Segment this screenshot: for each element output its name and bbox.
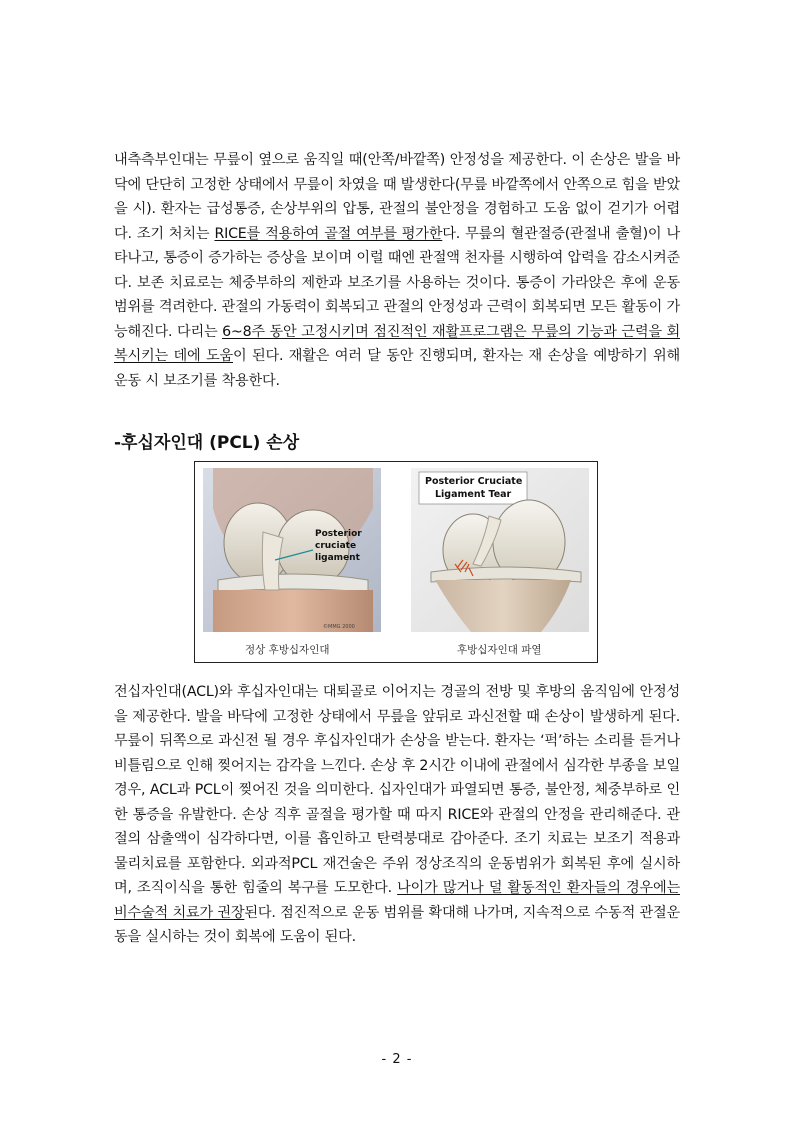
label-ligament: ligament <box>315 553 360 563</box>
knee-normal-svg <box>203 468 381 632</box>
text-segment: 다. 무릎의 혈관절증(관절내 출혈)이 나타나고, 통증이 증가하는 증상을 보이며 이럴 때엔 관절액 천자를 시행하여 압력을 감소시켜준다. 보존 치료로는 체중부하의 제한과 보조기를 사용하는 것이다. 통증이 가라앉은 후에 운동 범위를 격려한다. 관절의 가동력이 회복되고 관절의 안정성과 근력이 회복되면 모든 활동이 가능해진다. 다리는 <box>114 225 680 340</box>
paragraph-mcl <box>114 148 680 393</box>
label-posterior: Posterior <box>315 529 362 539</box>
pcl-tear-illustration <box>411 468 589 632</box>
underlined-text: 6~8주 동안 고정시키며 점진적인 재활프로그램은 무릎의 기능과 근력을 회복시키는 데에 도움 <box>114 323 680 364</box>
page-number: - 2 - <box>381 1052 413 1067</box>
text-segment: 된다. 점진적으로 운동 범위를 확대해 나가며, 지속적으로 수동적 관절운동을 실시하는 것이 회복에 도움이 된다. <box>114 904 681 945</box>
text-segment: 전십자인대(ACL)와 후십자인대는 대퇴골로 이어지는 경골의 전방 및 후방의 움직임에 안정성을 제공한다. 발을 바닥에 고정한 상태에서 무릎을 앞뒤로 과신전할 때 손상이 발생하게 된다. 무릎이 뒤쪽으로 과신전 될 경우 후십자인대가 손상을 받는다. 환자는 ‘퍽’하는 소리를 듣거나 비틀림으로 인해 찢어지는 감각을 느낀다. 손상 후 2시간 이내에 관절에서 심각한 부종을 보일 경우, ACL과 PCL이 찢어진 것을 의미한다. 십자인대가 파열되면 통증, 불안정, 체중부하로 인한 통증을 유발한다. 손상 직후 골절을 평가할 때 따지 RICE와 관절의 안정을 관리해준다. 관절의 삼출액이 심각하다면, 이를 흡인하고 탄력붕대로 감아준다. 조기 치료는 보조기 적용과 물리치료를 포함한다. 외과적PCL 재건술은 주위 정상조직의 운동범위가 회복된 후에 실시하며, 조직이식을 통한 힘줄의 복구를 도모한다. <box>114 684 680 896</box>
text-segment: 내측측부인대는 무릎이 옆으로 움직일 때(안쪽/바깥쪽) 안정성을 제공한다. 이 손상은 발을 바닥에 단단히 고정한 상태에서 무릎이 차였을 때 발생한다(무릎 바깥쪽에서 안쪽으로 힘을 받았을 시). 환자는 급성통증, 손상부위의 압통, 관절의 불안정을 경험하고 도움 없이 걷기가 어렵다. 조기 처치는 <box>114 152 680 242</box>
label-tear-line2: Ligament Tear <box>435 489 512 500</box>
paragraph-pcl <box>114 680 680 950</box>
section-heading-pcl: -후십자인대 (PCL) 손상 <box>114 433 300 453</box>
text-segment: 이 된다. 재활은 여러 달 동안 진행되며, 환자는 재 손상을 예방하기 위해 운동 시 보조기를 착용한다. <box>114 348 680 389</box>
underlined-text: 나이가 많거나 덜 활동적인 환자들의 경우에는 비수술적 치료가 권장 <box>114 880 680 921</box>
caption-tear: 후방십자인대 파열 <box>457 644 542 656</box>
knee-tear-svg <box>411 468 589 632</box>
knee-figure <box>194 461 598 663</box>
credit-text: ©MMG 2000 <box>323 624 355 630</box>
underlined-text: RICE를 적용하여 골절 여부를 평가한 <box>214 225 443 242</box>
label-cruciate: cruciate <box>315 541 357 551</box>
label-tear-line1: Posterior Cruciate <box>425 476 523 487</box>
caption-normal: 정상 후방십자인대 <box>245 644 330 656</box>
normal-pcl-illustration <box>203 468 381 632</box>
